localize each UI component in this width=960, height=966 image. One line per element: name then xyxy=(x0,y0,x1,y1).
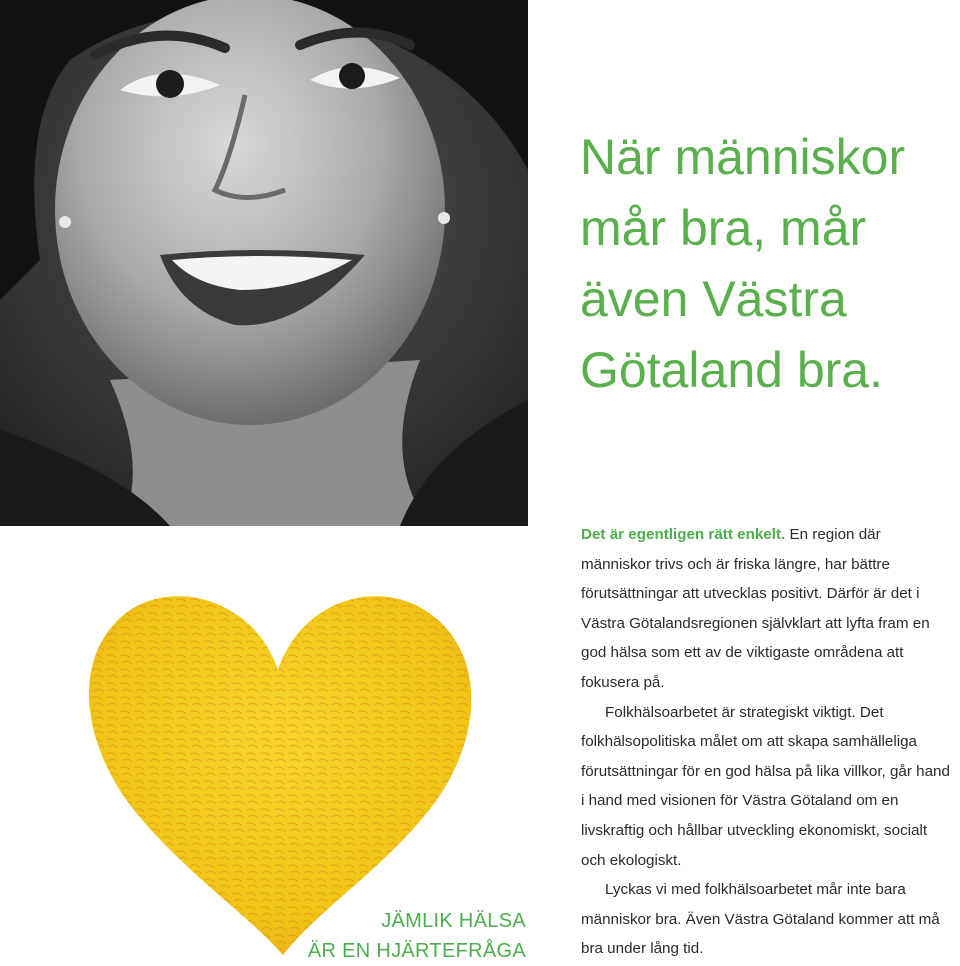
lead-sentence: Det är egentligen rätt enkelt. xyxy=(581,526,786,543)
caption-line-1: JÄMLIK HÄLSA xyxy=(381,910,526,932)
paragraph-1 xyxy=(581,520,953,698)
headline-line-1: När människor xyxy=(580,129,906,185)
paragraph-3: Lyckas vi med folkhälsoarbetet mår inte bara människor bra. Även Västra Götaland kommer att må bra under lång tid. xyxy=(581,881,940,958)
headline-line-4: Götaland bra. xyxy=(580,342,883,398)
headline-line-3: även Västra xyxy=(580,271,847,327)
heart-caption xyxy=(308,906,526,966)
caption-line-2: ÄR EN HJÄRTEFRÅGA xyxy=(307,940,526,962)
paragraph-2: Folkhälsoarbetet är strategiskt viktigt. Det folkhälsopolitiska målet om att skapa samhälleliga förutsättningar för en god hälsa på lika villkor, går hand i hand med visionen för Västra Götaland om en livskraftig och hållbar utveckling ekonomiskt, socialt och ekologiskt. xyxy=(581,703,950,869)
page-headline xyxy=(580,122,950,406)
body-text xyxy=(581,520,953,964)
headline-line-2: mår bra, mår xyxy=(580,200,867,256)
portrait-photo xyxy=(0,0,528,526)
paragraph-1-text: En region där människor trivs och är friska längre, har bättre förutsättningar att utvecklas positivt. Därför är det i Västra Götalandsregionen självklart att lyfta fram en god hälsa som ett av de viktigaste områdena att fokusera på. xyxy=(581,526,930,691)
yellow-heart-image xyxy=(78,575,478,955)
